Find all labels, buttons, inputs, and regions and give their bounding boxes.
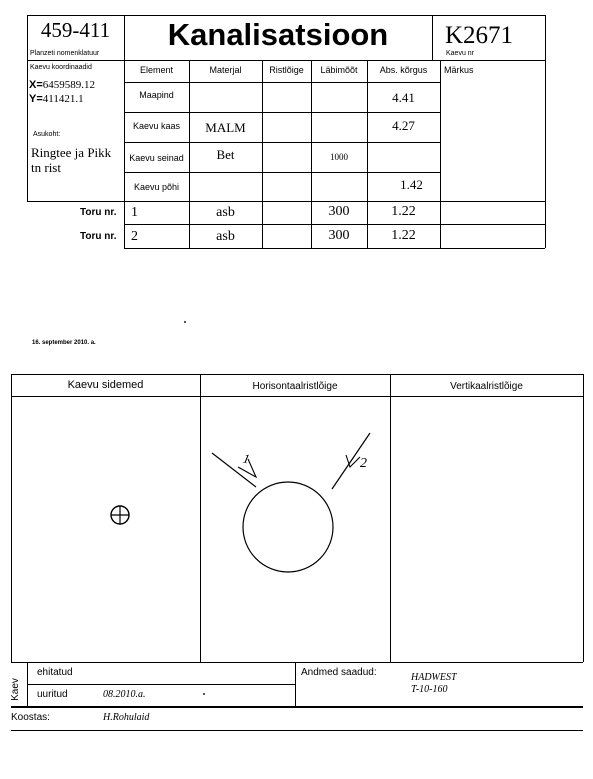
x-value: 6459589.12 bbox=[42, 79, 96, 91]
well-number: K2671 bbox=[445, 22, 514, 49]
well-side-label: Kaev bbox=[9, 678, 21, 701]
location-line2: tn rist bbox=[31, 160, 61, 175]
col-header-height: Abs. kõrgus bbox=[379, 65, 428, 75]
row-lid-material: MALM bbox=[205, 120, 246, 135]
sheet-number: 459-411 bbox=[40, 18, 111, 42]
document-date: 16. september 2010. a. bbox=[32, 340, 96, 346]
sketch-col2-title: Horisontaalristlõige bbox=[252, 381, 338, 392]
row-ground-element: Maapind bbox=[139, 90, 174, 100]
row-walls-element: Kaevu seinad bbox=[129, 153, 184, 163]
sketch-frame-right bbox=[583, 374, 584, 662]
source-line2: T-10-160 bbox=[411, 684, 448, 695]
sketch-col1-title: Kaevu sidemed bbox=[67, 379, 144, 391]
row-line bbox=[124, 224, 545, 225]
pipe2-height: 1.22 bbox=[391, 228, 416, 243]
horizontal-section-drawing bbox=[200, 397, 390, 662]
pipe2-label: Toru nr. bbox=[80, 231, 117, 242]
coords-label: Kaevu koordinaadid bbox=[30, 64, 92, 71]
frame-right bbox=[545, 15, 546, 248]
built-label: ehitatud bbox=[37, 667, 73, 678]
row-walls-diameter: 1000 bbox=[330, 152, 348, 162]
row-bottom-height: 1.42 bbox=[400, 177, 423, 192]
col-header-diameter: Läbimõõt bbox=[320, 65, 358, 75]
pipe1-material: asb bbox=[216, 205, 235, 220]
author-line bbox=[11, 730, 583, 731]
pipe1-height: 1.22 bbox=[391, 204, 416, 219]
scan-speck bbox=[184, 321, 186, 323]
y-value: 411421.1 bbox=[42, 93, 84, 105]
sheet-number-label: Planzeti nomenklatuur bbox=[30, 50, 100, 57]
footer-bottom-line bbox=[11, 706, 583, 708]
well-circle bbox=[243, 482, 333, 572]
scan-speck bbox=[203, 693, 205, 695]
y-coordinate bbox=[29, 93, 84, 105]
frame-top bbox=[27, 15, 545, 16]
footer-row-line bbox=[27, 684, 295, 685]
col-line bbox=[440, 60, 441, 248]
sketch-col3-title: Vertikaalristlõige bbox=[450, 381, 523, 392]
x-coordinate bbox=[29, 79, 95, 91]
pipe1-diameter: 300 bbox=[328, 204, 350, 219]
row-lid-element: Kaevu kaas bbox=[132, 121, 181, 131]
row-line bbox=[124, 172, 440, 173]
col-header-section: Ristlõige bbox=[269, 65, 304, 75]
row-line bbox=[124, 248, 545, 249]
well-symbol-icon bbox=[108, 503, 132, 527]
sketch-col-line bbox=[390, 374, 391, 662]
footer-line bbox=[11, 662, 583, 663]
col-header-material: Materjal bbox=[209, 65, 242, 75]
sketch-frame-left bbox=[11, 374, 12, 662]
x-label: X= bbox=[29, 79, 43, 91]
row-line bbox=[27, 201, 545, 202]
source-label: Andmed saadud: bbox=[301, 667, 377, 678]
inspected-label: uuritud bbox=[37, 689, 68, 700]
row-line bbox=[124, 112, 440, 113]
pipe2-number: 2 bbox=[131, 229, 138, 244]
header-sep-2 bbox=[432, 15, 433, 60]
col-header-element: Element bbox=[139, 65, 174, 75]
location-label: Asukoht: bbox=[33, 131, 61, 138]
pipe1-sketch-label: 1 bbox=[241, 450, 252, 467]
inspected-value: 08.2010.a. bbox=[103, 689, 146, 700]
source-line1: HADWEST bbox=[411, 672, 457, 683]
author-label: Koostas: bbox=[11, 712, 50, 723]
well-number-label: Kaevu nr bbox=[446, 50, 475, 57]
y-label: Y= bbox=[29, 93, 43, 105]
sketch-frame-top bbox=[11, 374, 583, 375]
pipe1-number: 1 bbox=[131, 205, 138, 220]
col-line bbox=[262, 60, 263, 248]
page-title: Kanalisatsioon bbox=[167, 17, 389, 52]
footer-sep bbox=[295, 662, 296, 706]
row-walls-material: Bet bbox=[216, 147, 235, 162]
pipe2-sketch-label: 2 bbox=[360, 456, 367, 471]
author-value: H.Rohulaid bbox=[103, 712, 150, 723]
pipe2-material: asb bbox=[216, 229, 235, 244]
col-header-remarks: Märkus bbox=[444, 65, 474, 75]
location-line1: Ringtee ja Pikk bbox=[31, 145, 112, 160]
row-ground-height: 4.41 bbox=[392, 90, 415, 105]
row-line bbox=[124, 82, 440, 83]
row-bottom-element: Kaevu põhi bbox=[133, 182, 180, 192]
row-lid-height: 4.27 bbox=[392, 118, 415, 133]
row-line bbox=[124, 142, 440, 143]
header-divider bbox=[27, 60, 545, 61]
pipe1-label: Toru nr. bbox=[80, 207, 117, 218]
pipe2-diameter: 300 bbox=[328, 228, 350, 243]
